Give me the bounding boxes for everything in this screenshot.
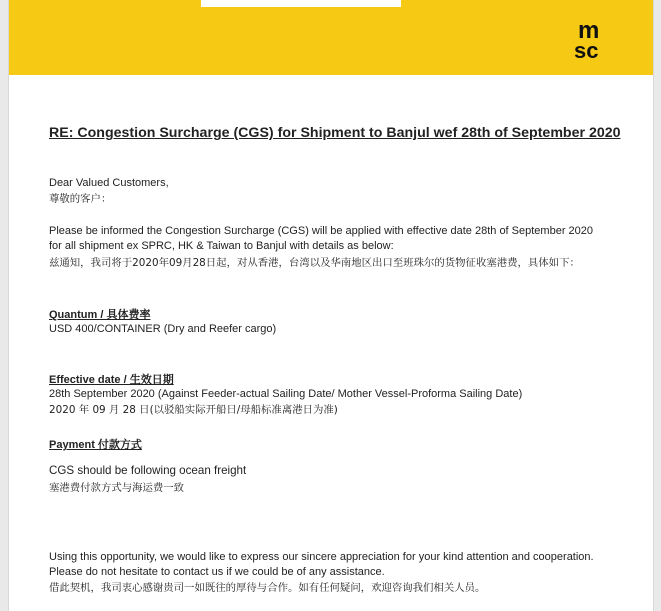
header-banner <box>9 0 653 75</box>
letter-page <box>8 0 654 611</box>
effective-date-en: 28th September 2020 (Against Feeder-actual Sailing Date/ Mother Vessel-Proforma Sailing Date) <box>49 388 523 400</box>
letter-title: RE: Congestion Surcharge (CGS) for Shipment to Banjul wef 28th of September 2020 <box>49 125 621 141</box>
banner-notch <box>201 0 401 7</box>
quantum-heading: Quantum / 具体费率 <box>49 309 151 321</box>
logo-text-bottom: sc <box>574 38 599 62</box>
logo-text-top: m <box>578 18 600 44</box>
payment-heading: Payment 付款方式 <box>49 439 142 451</box>
msc-logo <box>564 18 614 62</box>
effective-date-cn: 2020 年 09 月 28 日(以驳船实际开船日/母船标准离港日为准) <box>49 404 338 416</box>
effective-date-heading: Effective date / 生效日期 <box>49 374 174 386</box>
closing-en-line2: Please do not hesitate to contact us if we could be of any assistance. <box>49 566 385 578</box>
payment-cn: 塞港费付款方式与海运费一致 <box>49 482 185 494</box>
intro-en-line1: Please be informed the Congestion Surcharge (CGS) will be applied with effective date 28th of September 2020 <box>49 225 594 237</box>
quantum-value: USD 400/CONTAINER (Dry and Reefer cargo) <box>49 323 277 335</box>
closing-cn: 借此契机，我司衷心感谢贵司一如既往的厚待与合作。如有任何疑问，欢迎咨询我们相关人员。 <box>49 582 486 594</box>
intro-en-line2: for all shipment ex SPRC, HK & Taiwan to Banjul with details as below: <box>49 240 394 252</box>
payment-en: CGS should be following ocean freight <box>49 464 247 477</box>
closing-en-line1: Using this opportunity, we would like to express our sincere appreciation for your kind attention and cooperation. <box>49 551 594 563</box>
intro-cn: 兹通知，我司将于2020年09月28日起，对从香港，台湾以及华南地区出口至班珠尔的货物征收塞港费，具体如下： <box>49 257 580 269</box>
greeting-en: Dear Valued Customers, <box>49 177 169 189</box>
greeting-cn: 尊敬的客户： <box>49 193 112 205</box>
